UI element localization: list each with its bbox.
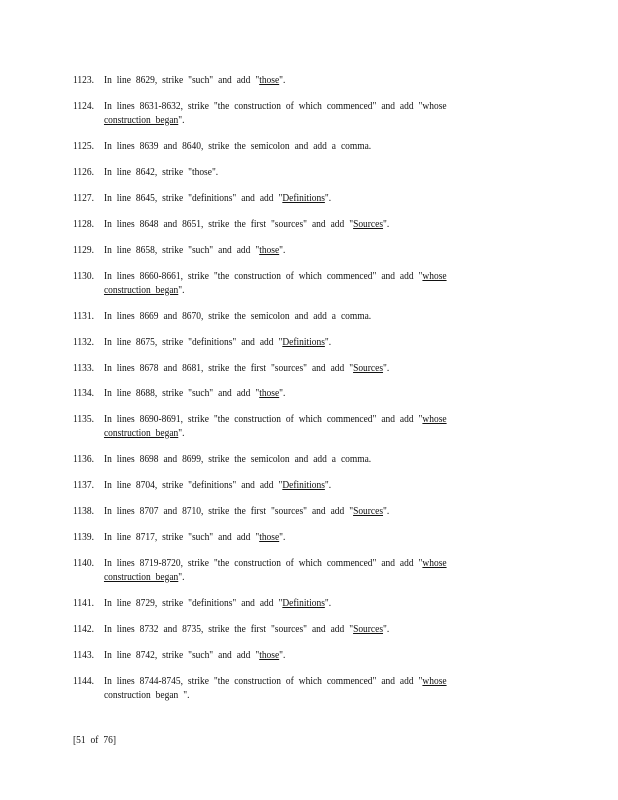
amendment-tail: ". xyxy=(324,597,332,609)
amendment-tail: ". xyxy=(178,427,185,439)
amendment-text: In lines 8707 and 8710, strike the first "sources" and add " xyxy=(103,505,354,517)
amendment-number: 1125. xyxy=(73,140,94,152)
amendment-number: 1141. xyxy=(73,597,94,609)
amendment-tail: ". xyxy=(279,387,286,399)
amendment-1127 xyxy=(73,191,477,205)
amendment-1134 xyxy=(73,386,477,400)
amendment-number: 1127. xyxy=(73,192,94,204)
added-text: Sources xyxy=(353,505,384,517)
amendment-tail: ". xyxy=(279,74,286,86)
added-text: Definitions xyxy=(282,597,325,609)
added-text: construction began xyxy=(103,114,179,126)
amendment-1123 xyxy=(73,73,477,87)
added-text: Definitions xyxy=(282,479,325,491)
amendment-text: In line 8704, strike "definitions" and add " xyxy=(103,479,283,491)
amendment-tail: ". xyxy=(279,531,286,543)
amendment-continuation xyxy=(73,426,477,440)
amendment-1142 xyxy=(73,622,477,636)
amendment-1136 xyxy=(73,452,477,466)
amendment-text: In lines 8639 and 8640, strike the semicolon and add a comma. xyxy=(103,140,372,152)
added-text: Definitions xyxy=(282,336,325,348)
amendment-text: In lines 8648 and 8651, strike the first "sources" and add " xyxy=(103,218,354,230)
amendment-1144 xyxy=(73,674,477,702)
amendment-tail: ". xyxy=(324,479,332,491)
amendment-tail: ". xyxy=(383,623,390,635)
amendment-number: 1144. xyxy=(73,675,94,687)
amendment-tail: ". xyxy=(178,284,185,296)
added-text: Sources xyxy=(353,362,384,374)
amendment-1129 xyxy=(73,243,477,257)
amendment-number: 1126. xyxy=(73,166,94,178)
amendment-1126 xyxy=(73,165,477,179)
amendment-number: 1130. xyxy=(73,270,94,282)
amendment-text: In line 8675, strike "definitions" and add " xyxy=(103,336,283,348)
amendment-text: In line 8742, strike "such" and add " xyxy=(103,649,260,661)
amendment-number: 1134. xyxy=(73,387,94,399)
amendment-tail: ". xyxy=(178,571,185,583)
amendment-number: 1142. xyxy=(73,623,94,635)
amendment-text: In line 8658, strike "such" and add " xyxy=(103,244,260,256)
added-text: Definitions xyxy=(282,192,325,204)
added-text: Sources xyxy=(353,623,384,635)
added-text: those xyxy=(259,531,280,543)
amendment-tail: ". xyxy=(178,114,185,126)
amendment-tail: ". xyxy=(324,336,332,348)
amendment-1130 xyxy=(73,269,477,297)
added-text: whose xyxy=(422,270,447,282)
amendment-tail: ". xyxy=(383,362,390,374)
amendment-1128 xyxy=(73,217,477,231)
amendment-1131 xyxy=(73,309,477,323)
amendment-text: In line 8688, strike "such" and add " xyxy=(103,387,260,399)
amendment-number: 1143. xyxy=(73,649,94,661)
amendment-text: In line 8629, strike "such" and add " xyxy=(103,74,260,86)
amendment-text: In lines 8669 and 8670, strike the semicolon and add a comma. xyxy=(103,310,372,322)
added-text: those xyxy=(259,387,280,399)
amendment-text: In lines 8631-8632, strike "the construction of which commenced" and add "whose xyxy=(103,100,447,112)
amendment-number: 1129. xyxy=(73,244,94,256)
amendment-text: In line 8717, strike "such" and add " xyxy=(103,531,260,543)
added-text: whose xyxy=(422,413,447,425)
added-text: whose xyxy=(422,557,447,569)
amendment-tail: ". xyxy=(383,505,390,517)
amendment-number: 1136. xyxy=(73,453,94,465)
amendment-text: In line 8729, strike "definitions" and add " xyxy=(103,597,283,609)
amendment-tail: ". xyxy=(383,218,390,230)
amendment-number: 1123. xyxy=(73,74,94,86)
amendment-number: 1138. xyxy=(73,505,94,517)
amendment-text: In lines 8719-8720, strike "the construction of which commenced" and add " xyxy=(103,557,423,569)
amendment-number: 1139. xyxy=(73,531,94,543)
amendment-number: 1140. xyxy=(73,557,94,569)
amendment-number: 1131. xyxy=(73,310,94,322)
added-text: those xyxy=(259,74,280,86)
amendment-text: In lines 8744-8745, strike "the construction of which commenced" and add " xyxy=(103,675,423,687)
amendment-1138 xyxy=(73,504,477,518)
added-text: construction began xyxy=(103,427,179,439)
amendment-number: 1133. xyxy=(73,362,94,374)
amendment-text: In line 8645, strike "definitions" and add " xyxy=(103,192,283,204)
amendment-1125 xyxy=(73,139,477,153)
amendment-1139 xyxy=(73,530,477,544)
amendment-1132 xyxy=(73,335,477,349)
amendment-number: 1137. xyxy=(73,479,94,491)
added-text: whose xyxy=(422,675,447,687)
amendment-continuation xyxy=(73,283,477,297)
amendment-tail: ". xyxy=(324,192,332,204)
amendment-1135 xyxy=(73,412,477,440)
amendment-number: 1128. xyxy=(73,218,94,230)
amendment-1141 xyxy=(73,596,477,610)
amendment-continuation: construction began ". xyxy=(103,689,190,701)
added-text: construction began xyxy=(103,284,179,296)
added-text: construction began xyxy=(103,571,179,583)
added-text: those xyxy=(259,244,280,256)
amendment-1143 xyxy=(73,648,477,662)
amendment-text: In lines 8698 and 8699, strike the semicolon and add a comma. xyxy=(103,453,372,465)
added-text: those xyxy=(259,649,280,661)
amendment-1140 xyxy=(73,556,477,584)
amendment-text: In lines 8678 and 8681, strike the first "sources" and add " xyxy=(103,362,354,374)
amendment-continuation xyxy=(73,113,477,127)
amendment-text: In lines 8732 and 8735, strike the first "sources" and add " xyxy=(103,623,354,635)
page-number: [51 of 76] xyxy=(73,734,116,746)
amendment-1137 xyxy=(73,478,477,492)
amendment-tail: ". xyxy=(279,244,286,256)
amendment-tail: ". xyxy=(279,649,286,661)
amendment-continuation xyxy=(73,570,477,584)
amendment-text: In line 8642, strike "those". xyxy=(103,166,219,178)
amendment-number: 1132. xyxy=(73,336,94,348)
amendment-number: 1124. xyxy=(73,100,94,112)
amendment-text: In lines 8690-8691, strike "the construction of which commenced" and add " xyxy=(103,413,423,425)
amendment-number: 1135. xyxy=(73,413,94,425)
added-text: Sources xyxy=(353,218,384,230)
amendment-1124 xyxy=(73,99,477,127)
amendment-text: In lines 8660-8661, strike "the construction of which commenced" and add " xyxy=(103,270,423,282)
amendment-1133 xyxy=(73,361,477,375)
